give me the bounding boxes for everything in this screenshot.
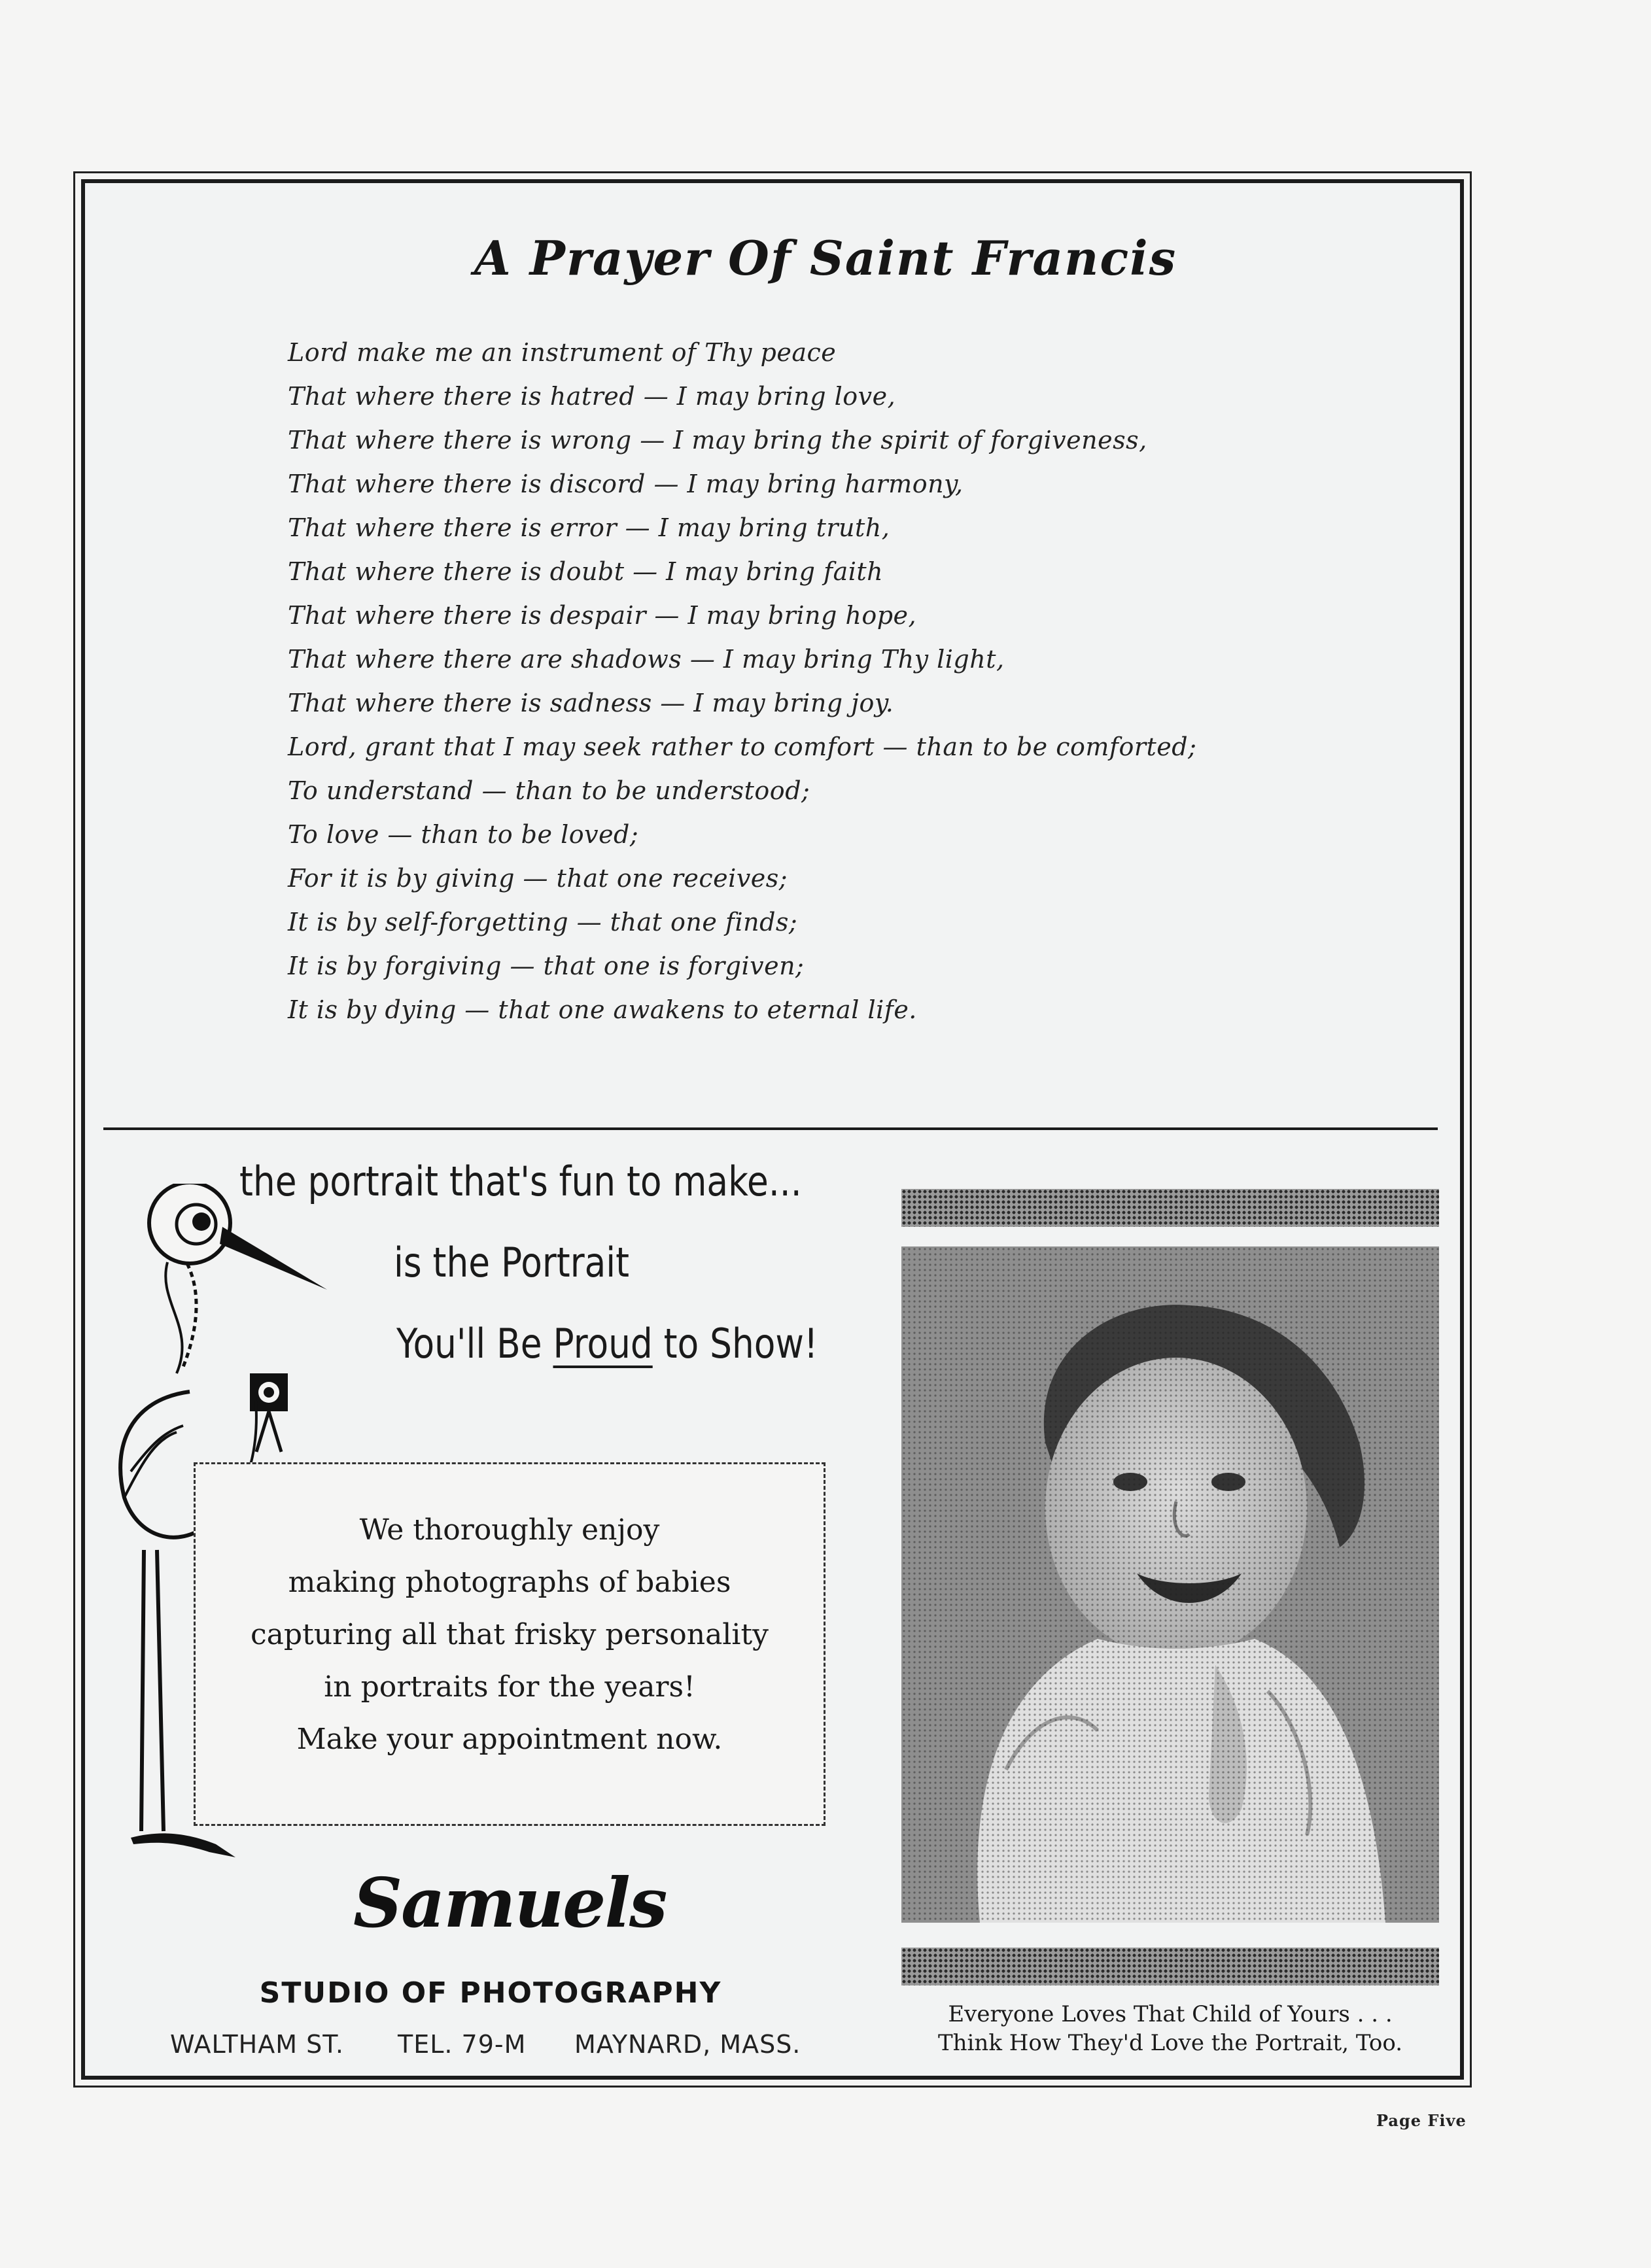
address-town: MAYNARD, MASS. — [574, 2030, 801, 2059]
tagline-text: to Show! — [652, 1320, 818, 1367]
studio-logo: Samuels — [353, 1863, 667, 1943]
child-portrait-image — [901, 1246, 1439, 1923]
photo-top-bar — [901, 1189, 1439, 1227]
page-number: Page Five — [1376, 2111, 1467, 2130]
prayer-line: To understand — than to be understood; — [288, 776, 810, 805]
child-portrait-photo — [901, 1246, 1439, 1923]
prayer-line: Lord make me an instrument of Thy peace — [288, 338, 837, 367]
prayer-line: It is by forgiving — that one is forgiven; — [288, 952, 805, 980]
caption-line: Everyone Loves That Child of Yours . . . — [948, 2001, 1393, 2027]
ad-tagline-line-3 — [396, 1320, 818, 1367]
tagline-emphasis: Proud — [553, 1320, 653, 1367]
prayer-title: A Prayer Of Saint Francis — [474, 230, 1177, 286]
caption-line: Think How They'd Love the Portrait, Too. — [937, 2030, 1403, 2056]
prayer-line: That where there is doubt — I may bring faith — [288, 557, 884, 586]
photo-caption — [901, 2000, 1439, 2057]
message-line: making photographs of babies — [288, 1566, 731, 1599]
message-line: Make your appointment now. — [296, 1723, 723, 1756]
prayer-line: It is by self-forgetting — that one finds; — [288, 908, 798, 936]
prayer-line: That where there is hatred — I may bring love, — [288, 382, 896, 411]
tagline-text: You'll Be — [396, 1320, 553, 1367]
prayer-line: To love — than to be loved; — [288, 820, 639, 849]
message-line: capturing all that frisky personality — [251, 1618, 769, 1651]
address-street: WALTHAM ST. — [170, 2030, 344, 2059]
ad-tagline-line-2: is the Portrait — [394, 1239, 630, 1286]
message-line: in portraits for the years! — [324, 1670, 695, 1704]
prayer-line: That where there is despair — I may bring hope, — [288, 601, 917, 630]
message-line: We thoroughly enjoy — [359, 1513, 660, 1547]
prayer-line: For it is by giving — that one receives; — [288, 864, 788, 893]
prayer-line: That where there is discord — I may bring harmony, — [288, 470, 964, 498]
message-text — [194, 1504, 825, 1766]
prayer-line: That where there is wrong — I may bring the spirit of forgiveness, — [288, 426, 1147, 455]
section-divider — [103, 1127, 1438, 1130]
prayer-line: That where there are shadows — I may bring Thy light, — [288, 645, 1005, 674]
photo-bottom-bar — [901, 1948, 1439, 1985]
prayer-text — [288, 331, 1465, 1032]
prayer-line: That where there is sadness — I may bring joy. — [288, 689, 894, 717]
prayer-line: That where there is error — I may bring truth, — [288, 513, 890, 542]
ad-tagline-line-1: the portrait that's fun to make... — [239, 1158, 802, 1205]
prayer-line: It is by dying — that one awakens to eternal life. — [288, 995, 917, 1024]
address-phone: TEL. 79-M — [398, 2030, 527, 2059]
studio-name: STUDIO OF PHOTOGRAPHY — [259, 1976, 722, 2010]
prayer-line: Lord, grant that I may seek rather to comfort — than to be comforted; — [288, 732, 1197, 761]
